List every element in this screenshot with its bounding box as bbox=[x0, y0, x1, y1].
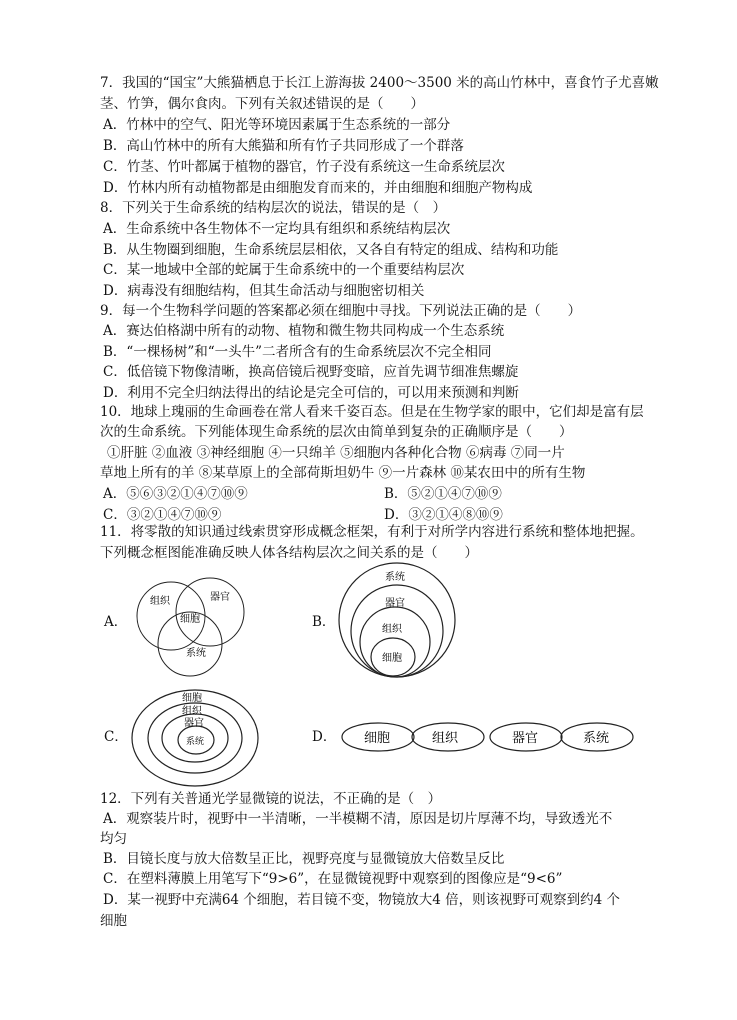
q8-option-b: B．从生物圈到细胞，生命系统层层相依，又各自有特定的组成、结构和功能 bbox=[103, 242, 559, 258]
venn-label-cell: 细胞 bbox=[180, 614, 200, 625]
q12-stem: 12．下列有关普通光学显微镜的说法，不正确的是（ ） bbox=[100, 791, 442, 807]
q10-stem-line2: 次的生命系统。下列能体现生命系统的层次由简单到复杂的正确顺序是（ ） bbox=[100, 424, 573, 440]
q12-option-d-line2: 细胞 bbox=[100, 913, 127, 929]
venn-label-system: 系统 bbox=[186, 648, 206, 659]
q12-option-b: B．目镜长度与放大倍数呈正比，视野亮度与显微镜放大倍数呈反比 bbox=[103, 851, 505, 867]
nest-b-label-outer: 系统 bbox=[385, 572, 405, 583]
q11-stem-line2: 下列概念框图能准确反映人体各结构层次之间关系的是（ ） bbox=[100, 545, 478, 561]
q7-option-b: B．高山竹林中的所有大熊猫和所有竹子共同形成了一个群落 bbox=[103, 138, 464, 154]
q10-items-line1: ①肝脏 ②血液 ③神经细胞 ④一只绵羊 ⑤细胞内各种化合物 ⑥病毒 ⑦同一片 bbox=[107, 445, 565, 461]
q7-stem-line1: 7．我国的“国宝”大熊猫栖息于长江上游海拔 2400～3500 米的高山竹林中，喜食竹子尤喜嫩 bbox=[100, 75, 659, 91]
q9-stem: 9．每一个生物科学问题的答案都必须在细胞中寻找。下列说法正确的是（ ） bbox=[100, 303, 582, 319]
q7-stem-line2: 茎、竹笋，偶尔食肉。下列有关叙述错误的是（ ） bbox=[100, 96, 424, 112]
q11-option-c-label: C． bbox=[104, 729, 128, 745]
chain-label-3: 器官 bbox=[512, 731, 539, 746]
q9-option-d: D．利用不完全归纳法得出的结论是完全可信的，可以用来预测和判断 bbox=[103, 385, 519, 401]
chain-label-2: 组织 bbox=[432, 731, 459, 746]
q10-option-c: C．③②①④⑦⑩⑨ bbox=[103, 507, 222, 523]
q11-stem-line1: 11．将零散的知识通过线索贯穿形成概念框架，有利于对所学内容进行系统和整体地把握。 bbox=[100, 524, 644, 540]
q11-chain-diagram bbox=[340, 718, 640, 758]
q8-option-c: C．某一地域中全部的蛇属于生命系统中的一个重要结构层次 bbox=[103, 262, 465, 278]
venn-label-tissue: 组织 bbox=[150, 596, 170, 607]
q10-stem-line1: 10．地球上瑰丽的生命画卷在常人看来千姿百态。但是在生物学家的眼中，它们却是富有层 bbox=[100, 404, 644, 420]
q7-option-d: D．竹林内所有动植物都是由细胞发育而来的，并由细胞和细胞产物构成 bbox=[103, 180, 533, 196]
q7-option-c: C．竹茎、竹叶都属于植物的器官，竹子没有系统这一生命系统层次 bbox=[103, 159, 505, 175]
nest-c-label-second: 组织 bbox=[182, 706, 202, 717]
nest-c-label-inner: 系统 bbox=[186, 737, 205, 747]
nest-b-label-inner: 细胞 bbox=[382, 653, 402, 664]
q11-nested-diagram-c bbox=[128, 686, 264, 790]
nest-b-third bbox=[360, 607, 430, 677]
q7-option-a: A．竹林中的空气、阳光等环境因素属于生态系统的一部分 bbox=[103, 117, 451, 133]
venn-label-organ: 器官 bbox=[210, 592, 230, 603]
nest-b-label-second: 器官 bbox=[385, 598, 405, 609]
q12-option-a-line1: A．观察装片时，视野中一半清晰，一半模糊不清，原因是切片厚薄不均，导致透光不 bbox=[103, 811, 613, 827]
q9-option-c: C．低倍镜下物像清晰，换高倍镜后视野变暗，应首先调节细准焦螺旋 bbox=[103, 364, 519, 380]
q10-option-b: B．⑤②①④⑦⑩⑨ bbox=[384, 486, 502, 502]
nest-b-label-third: 组织 bbox=[382, 624, 402, 635]
q12-option-a-line2: 均匀 bbox=[100, 831, 127, 847]
q8-stem: 8．下列关于生命系统的结构层次的说法，错误的是（ ） bbox=[100, 200, 447, 216]
q11-nested-diagram-b bbox=[336, 560, 460, 680]
nest-c-label-third: 器官 bbox=[184, 718, 204, 729]
chain-label-4: 系统 bbox=[583, 731, 610, 746]
q12-option-c: C．在塑料薄膜上用笔写下“9>6”，在显微镜视野中观察到的图像应是“9<6” bbox=[103, 871, 563, 887]
q11-option-d-label: D． bbox=[312, 729, 337, 745]
q11-option-a-label: A． bbox=[104, 614, 128, 630]
chain-label-1: 细胞 bbox=[364, 731, 391, 746]
q8-option-d: D．病毒没有细胞结构，但其生命活动与细胞密切相关 bbox=[103, 283, 425, 299]
q10-items-line2: 草地上所有的羊 ⑧某草原上的全部荷斯坦奶牛 ⑨一片森林 ⑩某农田中的所有生物 bbox=[100, 465, 586, 481]
q11-venn-diagram bbox=[128, 566, 258, 678]
q12-option-d-line1: D．某一视野中充满64 个细胞，若目镜不变，物镜放大4 倍，则该视野可观察到约4 个 bbox=[103, 892, 621, 908]
q9-option-b: B．“一棵杨树”和“一头牛”二者所含有的生命系统层次不完全相同 bbox=[103, 344, 492, 360]
q10-option-d: D．③②①④⑧⑩⑨ bbox=[384, 507, 503, 523]
q10-option-a: A．⑤⑥③②①④⑦⑩⑨ bbox=[103, 486, 248, 502]
q8-option-a: A．生命系统中各生物体不一定均具有组织和系统结构层次 bbox=[103, 221, 451, 237]
q11-option-b-label: B． bbox=[312, 614, 336, 630]
q9-option-a: A．赛达伯格湖中所有的动物、植物和微生物共同构成一个生态系统 bbox=[103, 323, 505, 339]
nest-c-label-outer: 细胞 bbox=[182, 693, 202, 704]
